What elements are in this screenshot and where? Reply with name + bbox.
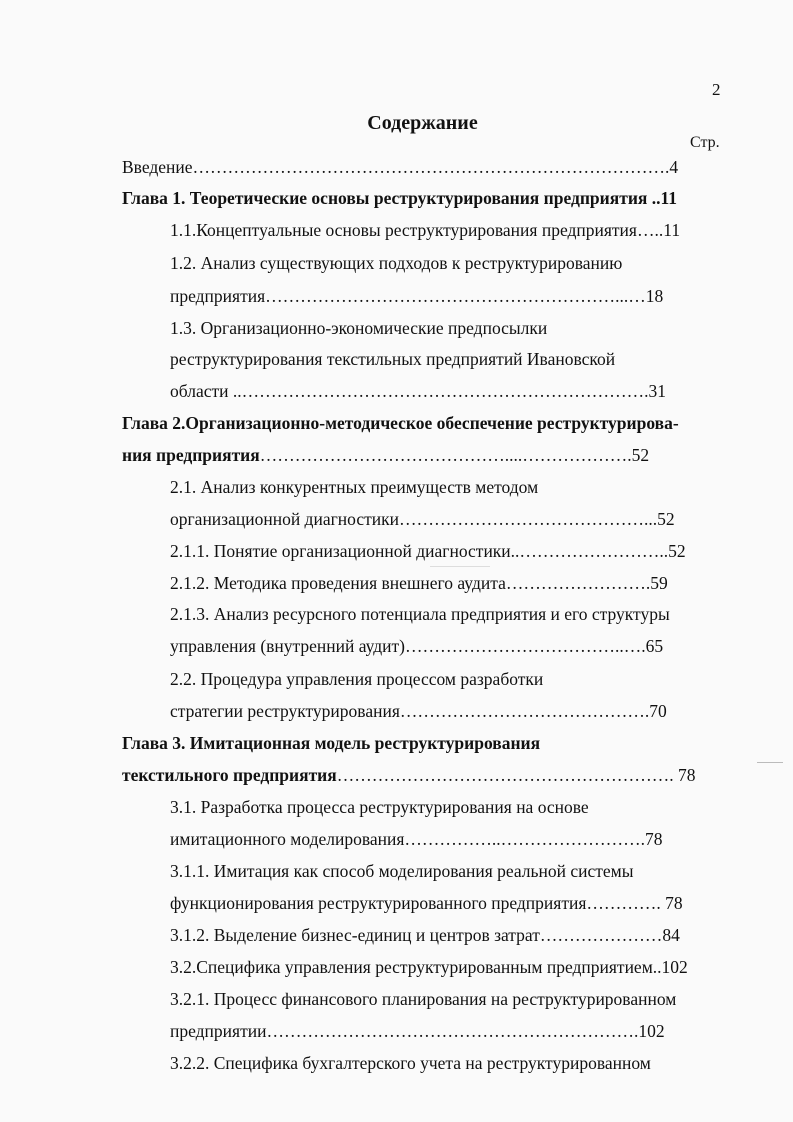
toc-leader-and-page: ……………………………………....……………….52 [259, 445, 650, 465]
toc-chapter-entry-continued [122, 764, 695, 786]
toc-entry: 3.1. Разработка процесса реструктурирования на основе [170, 797, 589, 817]
scan-artifact [430, 566, 490, 567]
toc-entry: организационной диагностики……………………………………...52 [170, 509, 675, 529]
toc-chapter-entry: Глава 1. Теоретические основы реструктурирования предприятия ..11 [122, 188, 678, 208]
toc-entry: функционирования реструктурированного предприятия…………. 78 [170, 893, 683, 913]
toc-entry: 1.1.Концептуальные основы реструктурирования предприятия…..11 [170, 220, 681, 240]
toc-entry: 3.2.2. Специфика бухгалтерского учета на реструктурированном [170, 1053, 651, 1073]
toc-entry: области ..…………………………………………………………….31 [170, 381, 666, 401]
toc-entry: 2.1. Анализ конкурентных преимуществ методом [170, 477, 539, 497]
toc-entry: 2.2. Процедура управления процессом разработки [170, 669, 544, 689]
scan-artifact [757, 762, 783, 763]
page-title: Содержание [367, 112, 478, 134]
toc-entry: предприятии……………………………………………………….102 [170, 1021, 665, 1041]
toc-entry: 2.1.2. Методика проведения внешнего аудита…………………….59 [170, 573, 668, 593]
toc-chapter-entry: Глава 3. Имитационная модель реструктурирования [122, 733, 541, 753]
toc-entry: 3.1.2. Выделение бизнес-единиц и центров затрат…………………84 [170, 925, 680, 945]
toc-entry: 3.1.1. Имитация как способ моделирования реальной системы [170, 861, 634, 881]
toc-entry: 3.2.1. Процесс финансового планирования на реструктурированном [170, 989, 677, 1009]
toc-chapter-title: текстильного предприятия [122, 765, 337, 785]
toc-entry: 2.1.3. Анализ ресурсного потенциала предприятия и его структуры [170, 604, 670, 624]
toc-entry: управления (внутренний аудит)………………………………..….65 [170, 636, 664, 656]
toc-entry: 1.2. Анализ существующих подходов к реструктурированию [170, 253, 623, 273]
page-column-label: Стр. [690, 134, 720, 151]
toc-entry: предприятия……………………………………………………...…18 [170, 286, 664, 306]
toc-leader-and-page: …………………………………………………. 78 [336, 765, 696, 785]
toc-chapter-entry-continued [122, 444, 649, 466]
toc-entry: 2.1.1. Понятие организационной диагностики..……………………..52 [170, 541, 686, 561]
page-number: 2 [712, 80, 721, 99]
toc-entry: стратегии реструктурирования…………………………………….70 [170, 701, 667, 721]
toc-chapter-entry: Глава 2.Организационно-методическое обеспечение реструктурирова- [122, 413, 679, 433]
toc-entry: 1.3. Организационно-экономические предпосылки [170, 318, 548, 338]
toc-entry: Введение……………………………………………………………………….4 [122, 157, 679, 177]
toc-entry: реструктурирования текстильных предприятий Ивановской [170, 349, 616, 369]
toc-entry: 3.2.Специфика управления реструктурированным предприятием..102 [170, 957, 688, 977]
toc-chapter-title: ния предприятия [122, 445, 260, 465]
toc-entry: имитационного моделирования……………..…………………….78 [170, 829, 663, 849]
